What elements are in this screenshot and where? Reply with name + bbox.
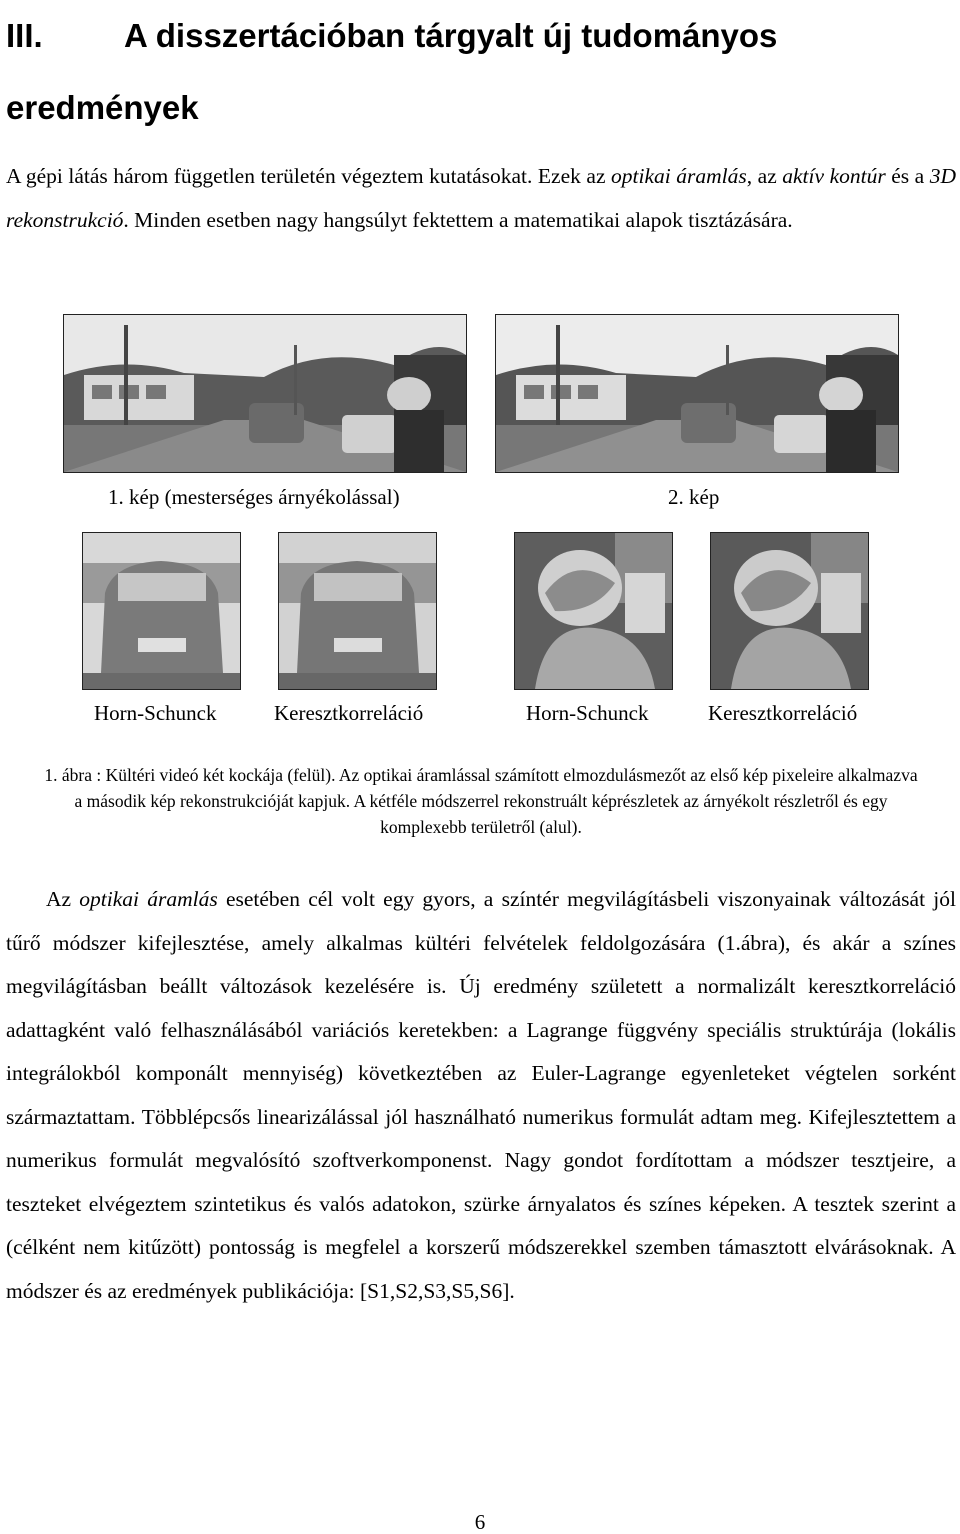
section-title: A disszertációban tárgyalt új tudományos eredmények [6, 17, 778, 126]
main-paragraph: Az optikai áramlás esetében cél volt egy gyors, a színtér megvilágításbeli viszonyainak változását jól tűrő módszer kifejlesztése, amely alkalmas kültéri felvételek feldolgozására (1.ábra), és akár a színes megvilágításban beállt változások kezelésére is. Új eredmény született a normalizált keresztkorreláció adattagként való felhasználásából variációs keretekben: a Lagrange függvény speciális struktúrája (lokális integrálokból komponált mennyiség) következtében az Euler-Lagrange egyenleteket végtelen sorként származtattam. Többlépcsős linearizálással jól használható numerikus formulát adtam meg. Kifejlesztettem a numerikus formulát megvalósító szoftverkomponenst. Nagy gondot fordítottam a módszer tesztjeire, a teszteket elvégeztem szintetikus és valós adatokon, szürke árnyalatos és színes képeken. A tesztek szerint a (célként nem kitűzött) pontosság is megfelel a korszerű módszerekkel szemben támasztott elvárásoknak. A módszer és az eredmények publikációja: [S1,S2,S3,S5,S6]. [6, 887, 956, 1303]
term-optical-flow: optikai áramlás [611, 164, 747, 188]
figure-photo-frame-2 [495, 314, 899, 473]
crop-rider-horn-schunck [514, 532, 673, 690]
term-active-contour: aktív kontúr [782, 164, 886, 188]
term-optical-flow-2: optikai áramlás [79, 887, 218, 911]
figure-photo-frame-1 [63, 314, 467, 473]
crop-label-3: Horn-Schunck [526, 701, 649, 725]
crop-rider-cross-correlation [710, 532, 869, 690]
photo-label-2: 2. kép [668, 485, 720, 509]
figure-caption: 1. ábra : Kültéri videó két kockája (felül). Az optikai áramlással számított elmozdulásmezőt az első kép pixeleire alkalmazva a második kép rekonstrukcióját kapjuk. A kétféle módszerrel rekonstruált képrészletek az árnyékolt részletről és egy komplexebb területről (alul). [44, 765, 918, 837]
intro-paragraph: A gépi látás három független területén végeztem kutatásokat. Ezek az optikai áramlás, az aktív kontúr és a 3D rekonstrukció. Minden esetben nagy hangsúlyt fektettem a matematikai alapok tisztázására. [6, 164, 957, 232]
term-3d-reconstruction: 3D rekonstrukció [6, 164, 957, 232]
page-number: 6 [474, 1510, 486, 1534]
section-heading [6, 0, 946, 144]
photo-label-1: 1. kép (mesterséges árnyékolással) [108, 485, 400, 509]
crop-car-cross-correlation [278, 532, 437, 690]
crop-label-4: Keresztkorreláció [708, 701, 858, 725]
crop-label-1: Horn-Schunck [94, 701, 217, 725]
section-number: III. [6, 17, 43, 54]
crop-car-horn-schunck [82, 532, 241, 690]
crop-label-2: Keresztkorreláció [274, 701, 424, 725]
